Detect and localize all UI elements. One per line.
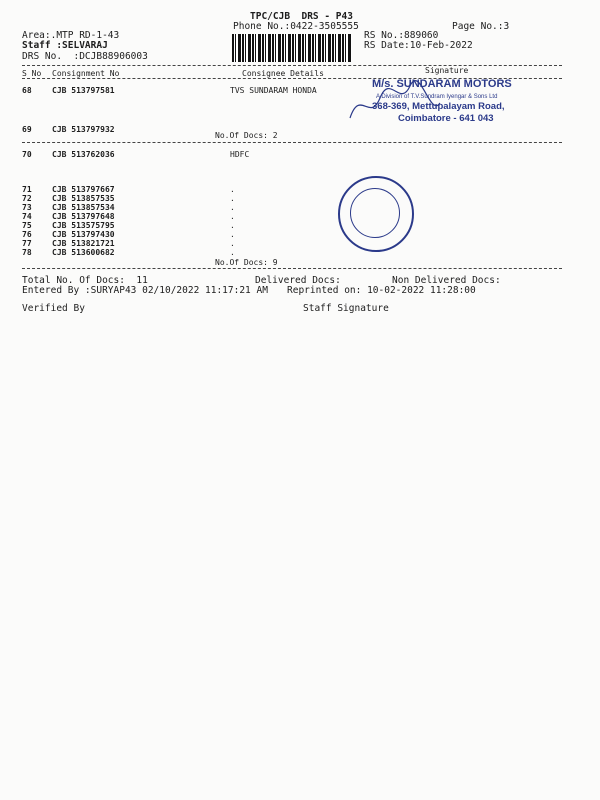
company-seal	[338, 176, 414, 252]
rs-date: RS Date:10-Feb-2022	[364, 40, 473, 51]
row-consignee: .	[230, 194, 235, 203]
row-consignment: CJB 513857534	[52, 203, 115, 212]
stamp-line1: M/s. SUNDARAM MOTORS	[372, 78, 512, 90]
col-sno: S No	[22, 69, 42, 78]
total-docs: Total No. Of Docs: 11	[22, 275, 148, 286]
group-doc-count: No.Of Docs: 2	[215, 131, 278, 140]
row-consignee: HDFC	[230, 150, 250, 159]
reprinted-on: Reprinted on: 10-02-2022 11:28:00	[287, 285, 476, 296]
row-sno: 70	[22, 150, 32, 159]
stamp-line4: Coimbatore - 641 043	[398, 113, 494, 124]
stamp-line3: 368-369, Mettupalayam Road,	[372, 101, 505, 112]
staff-label: Staff :SELVARAJ	[22, 40, 108, 51]
row-sno: 74	[22, 212, 32, 221]
row-sno: 68	[22, 86, 32, 95]
row-consignee: .	[230, 248, 235, 257]
report-title: TPC/CJB DRS - P43	[250, 11, 353, 22]
row-consignment: CJB 513797430	[52, 230, 115, 239]
row-consignment: CJB 513797932	[52, 125, 115, 134]
row-consignee: .	[230, 239, 235, 248]
row-consignment: CJB 513797648	[52, 212, 115, 221]
row-sno: 78	[22, 248, 32, 257]
col-consignment: Consignment No	[52, 69, 120, 78]
entered-by: Entered By :SURYAP43 02/10/2022 11:17:21 AM	[22, 285, 268, 296]
drs-number: DRS No. :DCJB88906003	[22, 51, 148, 62]
col-consignee: Consignee Details	[242, 69, 324, 78]
verified-by: Verified By	[22, 303, 85, 314]
row-consignment: CJB 513575795	[52, 221, 115, 230]
divider	[22, 65, 562, 66]
divider	[22, 142, 562, 143]
row-sno: 73	[22, 203, 32, 212]
row-consignee: .	[230, 203, 235, 212]
row-consignee: .	[230, 212, 235, 221]
area-label: Area:.MTP RD-1-43	[22, 30, 120, 41]
row-consignee: .	[230, 230, 235, 239]
row-consignee: TVS SUNDARAM HONDA	[230, 86, 317, 95]
row-consignment: CJB 513857535	[52, 194, 115, 203]
col-signature: Signature	[425, 66, 469, 75]
row-consignment: CJB 513762036	[52, 150, 115, 159]
row-consignee: .	[230, 221, 235, 230]
delivered-docs: Delivered Docs:	[255, 275, 341, 286]
row-sno: 76	[22, 230, 32, 239]
group-doc-count: No.Of Docs: 9	[215, 258, 278, 267]
row-consignment: CJB 513600682	[52, 248, 115, 257]
phone-number: Phone No.:0422-3505555	[233, 21, 359, 32]
stamp-line2: A Division of T.V.Sundram Iyengar & Sons Ltd	[376, 94, 498, 100]
barcode	[232, 34, 352, 62]
signature-scribble	[340, 78, 450, 128]
row-consignment: CJB 513821721	[52, 239, 115, 248]
row-sno: 69	[22, 125, 32, 134]
row-sno: 72	[22, 194, 32, 203]
row-sno: 77	[22, 239, 32, 248]
rs-number: RS No.:889060	[364, 30, 439, 41]
row-sno: 75	[22, 221, 32, 230]
row-sno: 71	[22, 185, 32, 194]
row-consignment: CJB 513797581	[52, 86, 115, 95]
row-consignee: .	[230, 185, 235, 194]
non-delivered-docs: Non Delivered Docs:	[392, 275, 501, 286]
row-consignment: CJB 513797667	[52, 185, 115, 194]
divider	[22, 268, 562, 269]
staff-signature: Staff Signature	[303, 303, 389, 314]
page-number: Page No.:3	[452, 21, 510, 32]
